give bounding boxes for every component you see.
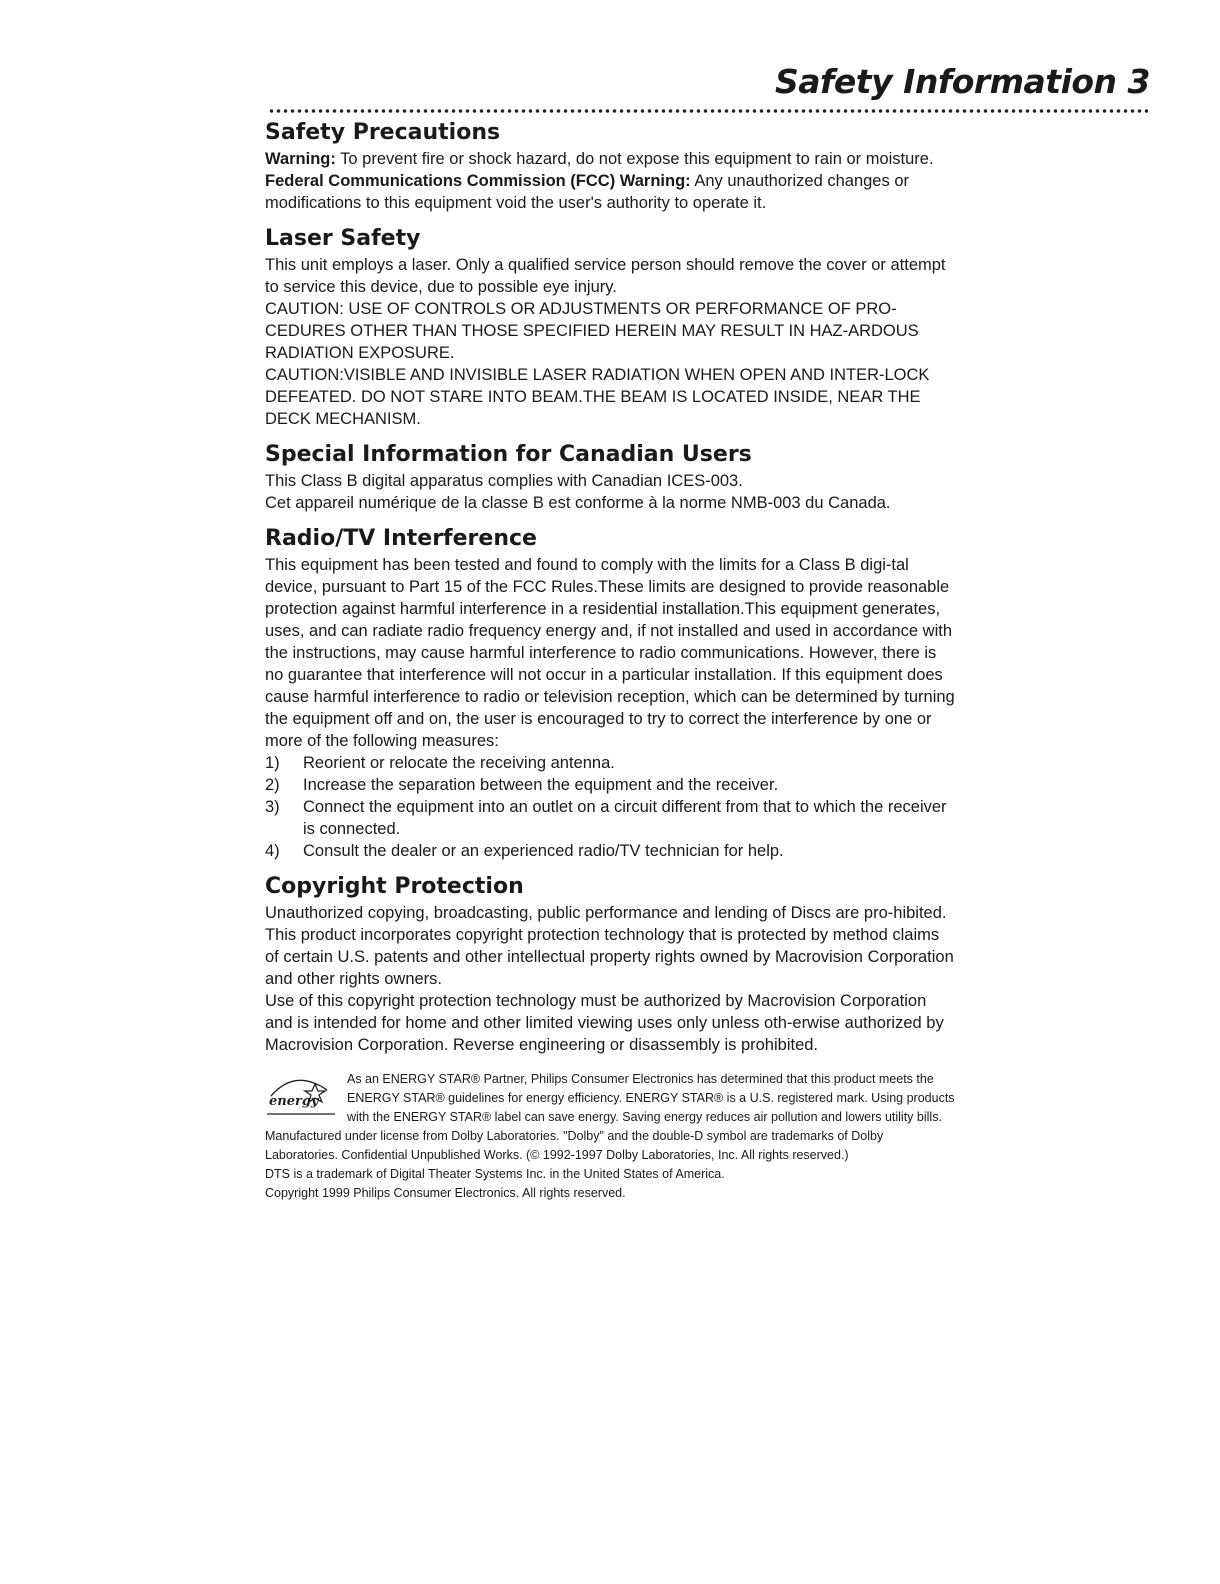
list-text: Connect the equipment into an outlet on a circuit different from that to which the receiver is connected. [303, 798, 947, 838]
energy-star-logo-icon [265, 1074, 337, 1120]
page-title: Safety Information 3 [775, 62, 1150, 101]
dts-notice: DTS is a trademark of Digital Theater Systems Inc. in the United States of America. [265, 1167, 725, 1181]
section-laser-safety [265, 224, 955, 430]
fcc-paragraph [265, 170, 955, 214]
section-radio-tv-interference [265, 524, 955, 862]
section-heading: Radio/TV Interference [265, 526, 537, 551]
paragraph: This equipment has been tested and found to comply with the limits for a Class B digi-tal device, pursuant to Part 15 of the FCC Rules.These limits are designed to provide reasonable protection against harmful interference in a residential installation.This equipment generates, uses, and can radiate radio frequency energy and, if not installed and used in accordance with the instructions, may cause harmful interference to radio communications. However, there is no guarantee that interference will not occur in a particular installation. If this equipment does cause harmful interference to radio or television reception, which can be determined by turning the equipment off and on, the user is encouraged to try to correct the interference by one or more of the following measures: [265, 556, 955, 750]
paragraph: This product incorporates copyright protection technology that is protected by method claims of certain U.S. patents and other intellectual property rights owned by Macrovision Corporation and other rights owners. [265, 926, 954, 988]
paragraph: Cet appareil numérique de la classe B est conforme à la norme NMB-003 du Canada. [265, 494, 891, 512]
section-heading: Safety Precautions [265, 120, 501, 145]
paragraph: Unauthorized copying, broadcasting, public performance and lending of Discs are pro-hibited. [265, 904, 947, 922]
list-item [265, 774, 955, 796]
list-number: 4) [265, 842, 280, 860]
dotted-divider [268, 108, 1148, 114]
dolby-notice: Manufactured under license from Dolby Laboratories. "Dolby" and the double-D symbol are trademarks of Dolby Laboratories. Confidential Unpublished Works. (© 1992-1997 Dolby Laboratories, Inc. All rights reserved.) [265, 1129, 884, 1162]
list-text: Consult the dealer or an experienced radio/TV technician for help. [303, 842, 784, 860]
measures-list [265, 752, 955, 862]
fcc-label: Federal Communications Commission (FCC) Warning: [265, 172, 691, 190]
list-item [265, 752, 955, 774]
energy-star-notice [265, 1070, 955, 1127]
warning-label: Warning: [265, 150, 336, 168]
section-heading: Special Information for Canadian Users [265, 442, 752, 467]
page-content [265, 118, 955, 1203]
copyright-notice: Copyright 1999 Philips Consumer Electronics. All rights reserved. [265, 1186, 626, 1200]
page-header [0, 62, 1150, 101]
list-text: Reorient or relocate the receiving antenna. [303, 754, 615, 772]
list-number: 2) [265, 776, 280, 794]
paragraph: This unit employs a laser. Only a qualified service person should remove the cover or attempt to service this device, due to possible eye injury. [265, 256, 946, 296]
section-safety-precautions [265, 118, 955, 214]
section-copyright-protection [265, 872, 955, 1056]
energy-logo-text: energy [269, 1094, 319, 1109]
list-number: 1) [265, 754, 280, 772]
section-heading: Laser Safety [265, 226, 421, 251]
fcc-text: Any unauthorized changes or modifications to this equipment void the user's authority to operate it. [265, 172, 909, 212]
caution-paragraph: CAUTION: USE OF CONTROLS OR ADJUSTMENTS OR PERFORMANCE OF PRO-CEDURES OTHER THAN THOSE SPECIFIED HEREIN MAY RESULT IN HAZ-ARDOUS RADIATION EXPOSURE. [265, 300, 919, 362]
legal-footer [265, 1070, 955, 1203]
section-heading: Copyright Protection [265, 874, 524, 899]
list-item [265, 796, 955, 840]
list-text: Increase the separation between the equipment and the receiver. [303, 776, 779, 794]
warning-text: To prevent fire or shock hazard, do not expose this equipment to rain or moisture. [335, 150, 934, 168]
warning-paragraph [265, 148, 955, 170]
paragraph: Use of this copyright protection technology must be authorized by Macrovision Corporation and is intended for home and other limited viewing uses only unless oth-erwise authorized by Macrovision Corporation. Reverse engineering or disassembly is prohibited. [265, 992, 944, 1054]
caution-paragraph: CAUTION:VISIBLE AND INVISIBLE LASER RADIATION WHEN OPEN AND INTER-LOCK DEFEATED. DO NOT STARE INTO BEAM.THE BEAM IS LOCATED INSIDE, NEAR THE DECK MECHANISM. [265, 366, 930, 428]
list-number: 3) [265, 798, 280, 816]
paragraph: This Class B digital apparatus complies with Canadian ICES-003. [265, 472, 743, 490]
energy-star-text: As an ENERGY STAR® Partner, Philips Consumer Electronics has determined that this product meets the ENERGY STAR® guidelines for energy efficiency. ENERGY STAR® is a U.S. registered mark. Using products with the ENERGY STAR® label can save energy. Saving energy reduces air pollution and lowers utility bills. [347, 1072, 955, 1124]
list-item [265, 840, 955, 862]
section-canadian-users [265, 440, 955, 514]
